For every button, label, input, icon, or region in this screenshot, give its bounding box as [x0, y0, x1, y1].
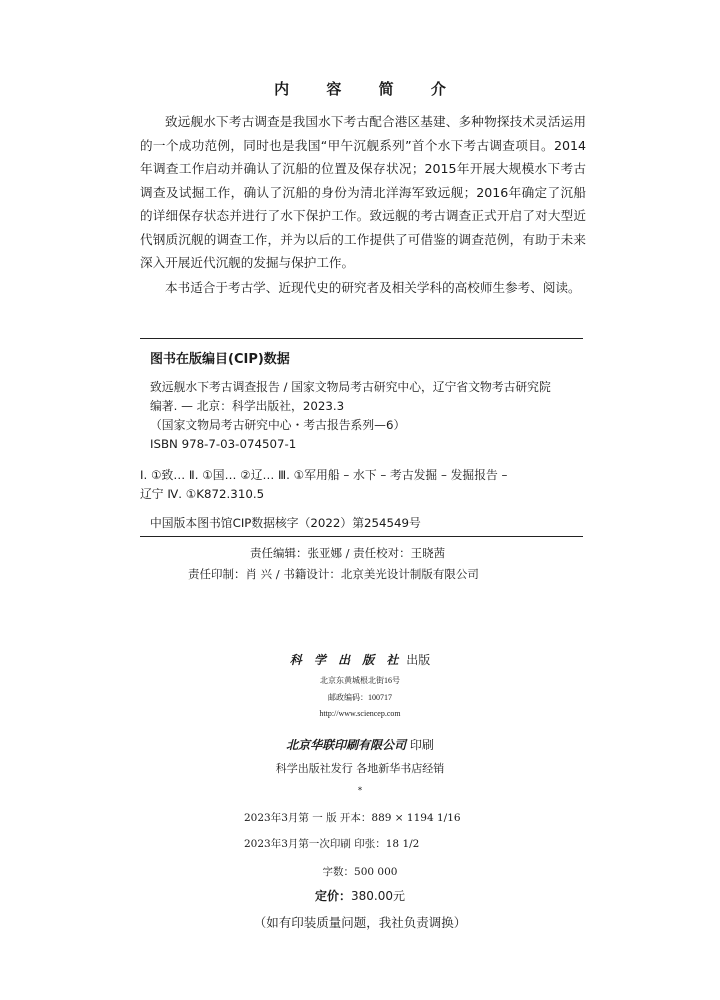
- cip-classification-line2: 辽宁 Ⅳ. ①K872.310.5: [140, 487, 265, 501]
- word-count: 字数：500 000: [322, 866, 398, 878]
- cip-top-rule: [140, 338, 583, 339]
- publisher-postcode: 邮政编码：100717: [328, 693, 392, 702]
- cip-series-line: （国家文物局考古研究中心・考古报告系列—6）: [150, 418, 406, 432]
- publisher-line: [0, 651, 720, 668]
- publisher-address: 北京东黄城根北街16号: [320, 676, 400, 685]
- cip-isbn: ISBN 978-7-03-074507-1: [150, 437, 297, 451]
- cip-catalog-number: 中国版本图书馆CIP数据核字（2022）第254549号: [150, 516, 421, 530]
- edition-line: 2023年3月第 一 版 开本：889 × 1194 1/16: [244, 812, 461, 824]
- price-label: 定价：: [314, 889, 351, 903]
- publisher-name: 科 学 出 版 社: [289, 653, 403, 667]
- separator-asterisk: *: [357, 786, 363, 796]
- publisher-action: 出版: [406, 653, 431, 667]
- printer-line: [0, 736, 720, 753]
- distribution-line: 科学出版社发行 各地新华书店经销: [275, 762, 445, 775]
- price-value: 380.00元: [351, 889, 405, 903]
- cip-publisher-line: 编著. — 北京：科学出版社，2023.3: [150, 399, 345, 413]
- printing-line: 2023年3月第一次印刷 印张：18 1/2: [244, 838, 420, 850]
- cip-classification-line1: Ⅰ. ①致… Ⅱ. ①国… ②辽… Ⅲ. ①军用船 – 水下 – 考古发掘 – 发掘报告 –: [140, 468, 508, 482]
- publisher-url: http://www.sciencep.com: [319, 709, 401, 718]
- cip-title-line: 致远舰水下考古调查报告 / 国家文物局考古研究中心，辽宁省文物考古研究院: [150, 380, 551, 394]
- credits-printing-design: 责任印制：肖 兴 / 书籍设计：北京美光设计制版有限公司: [188, 567, 479, 581]
- quality-notice: （如有印装质量问题，我社负责调换）: [253, 915, 467, 930]
- printer-action: 印刷: [409, 738, 434, 752]
- credits-editors: 责任编辑：张亚娜 / 责任校对：王晓茜: [250, 546, 446, 560]
- price-line: [0, 887, 720, 904]
- cip-bottom-rule: [140, 536, 583, 537]
- cip-heading: 图书在版编目(CIP)数据: [150, 352, 290, 367]
- printer-name: 北京华联印刷有限公司: [286, 738, 407, 752]
- summary-heading: 内 容 简 介: [274, 80, 462, 98]
- audience-paragraph: 本书适合于考古学、近现代史的研究者及相关学科的高校师生参考、阅读。: [165, 280, 581, 295]
- summary-paragraph: 致远舰水下考古调查是我国水下考古配合港区基建、多种物探技术灵活运用的一个成功范例，同时也是我国“甲午沉舰系列”首个水下考古调查项目。2014年调查工作启动并确认了沉船的位置及保存状况；2015年开展大规模水下考古调查及试掘工作，确认了沉船的身份为清北洋海军致远舰；2016年确定了沉船的详细保存状态并进行了水下保护工作。致远舰的考古调查正式开启了对大型近代钢质沉舰的调查工作，并为以后的工作提供了可借鉴的调查范例，有助于未来深入开展近代沉舰的发掘与保护工作。: [140, 114, 586, 270]
